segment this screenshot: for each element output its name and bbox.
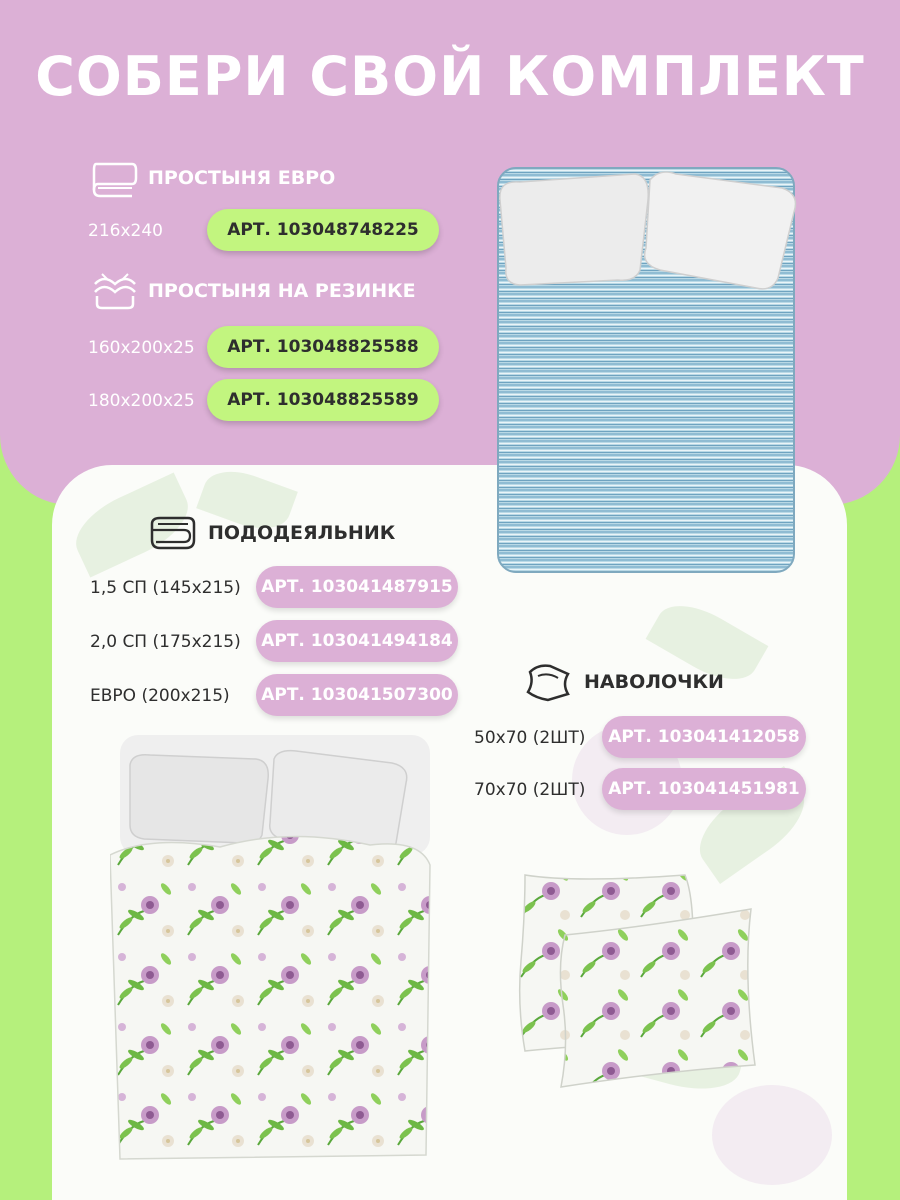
article-badge: АРТ. 103048748225 bbox=[207, 209, 439, 251]
pillowcases-photo bbox=[515, 865, 775, 1095]
pillowcases-label: НАВОЛОЧКИ bbox=[584, 671, 724, 693]
decorative-flower bbox=[712, 1085, 832, 1185]
duvet-cover-photo bbox=[110, 735, 440, 1165]
fitted-sheet-heading bbox=[92, 270, 416, 312]
folded-sheet-icon bbox=[92, 158, 138, 198]
fitted-sheet-icon bbox=[92, 270, 138, 312]
duvet-cover-label: ПОДОДЕЯЛЬНИК bbox=[208, 522, 396, 544]
size-label: 50х70 (2ШТ) bbox=[474, 728, 586, 748]
article-badge: АРТ. 103048825589 bbox=[207, 379, 439, 421]
article-badge: АРТ. 103041494184 bbox=[256, 620, 458, 662]
sheet-euro-heading bbox=[92, 158, 335, 198]
size-label: 70х70 (2ШТ) bbox=[474, 780, 586, 800]
size-label: ЕВРО (200х215) bbox=[90, 686, 230, 706]
fitted-sheet-label: ПРОСТЫНЯ НА РЕЗИНКЕ bbox=[148, 280, 416, 302]
sheet-euro-label: ПРОСТЫНЯ ЕВРО bbox=[148, 167, 336, 189]
fitted-sheet-photo bbox=[490, 160, 802, 578]
size-label: 2,0 СП (175х215) bbox=[90, 632, 241, 652]
page-title: СОБЕРИ СВОЙ КОМПЛЕКТ bbox=[35, 45, 865, 108]
article-badge: АРТ. 103041451981 bbox=[602, 768, 806, 810]
duvet-cover-heading bbox=[148, 514, 395, 552]
article-badge: АРТ. 103041487915 bbox=[256, 566, 458, 608]
size-label: 160х200х25 bbox=[88, 338, 195, 358]
pillowcases-heading bbox=[524, 662, 724, 702]
article-badge: АРТ. 103041507300 bbox=[256, 674, 458, 716]
folded-blanket-icon bbox=[148, 514, 198, 552]
size-label: 1,5 СП (145х215) bbox=[90, 578, 241, 598]
pillow-icon bbox=[524, 662, 574, 702]
article-badge: АРТ. 103048825588 bbox=[207, 326, 439, 368]
size-label: 180х200х25 bbox=[88, 391, 195, 411]
size-label: 216х240 bbox=[88, 221, 163, 241]
article-badge: АРТ. 103041412058 bbox=[602, 716, 806, 758]
